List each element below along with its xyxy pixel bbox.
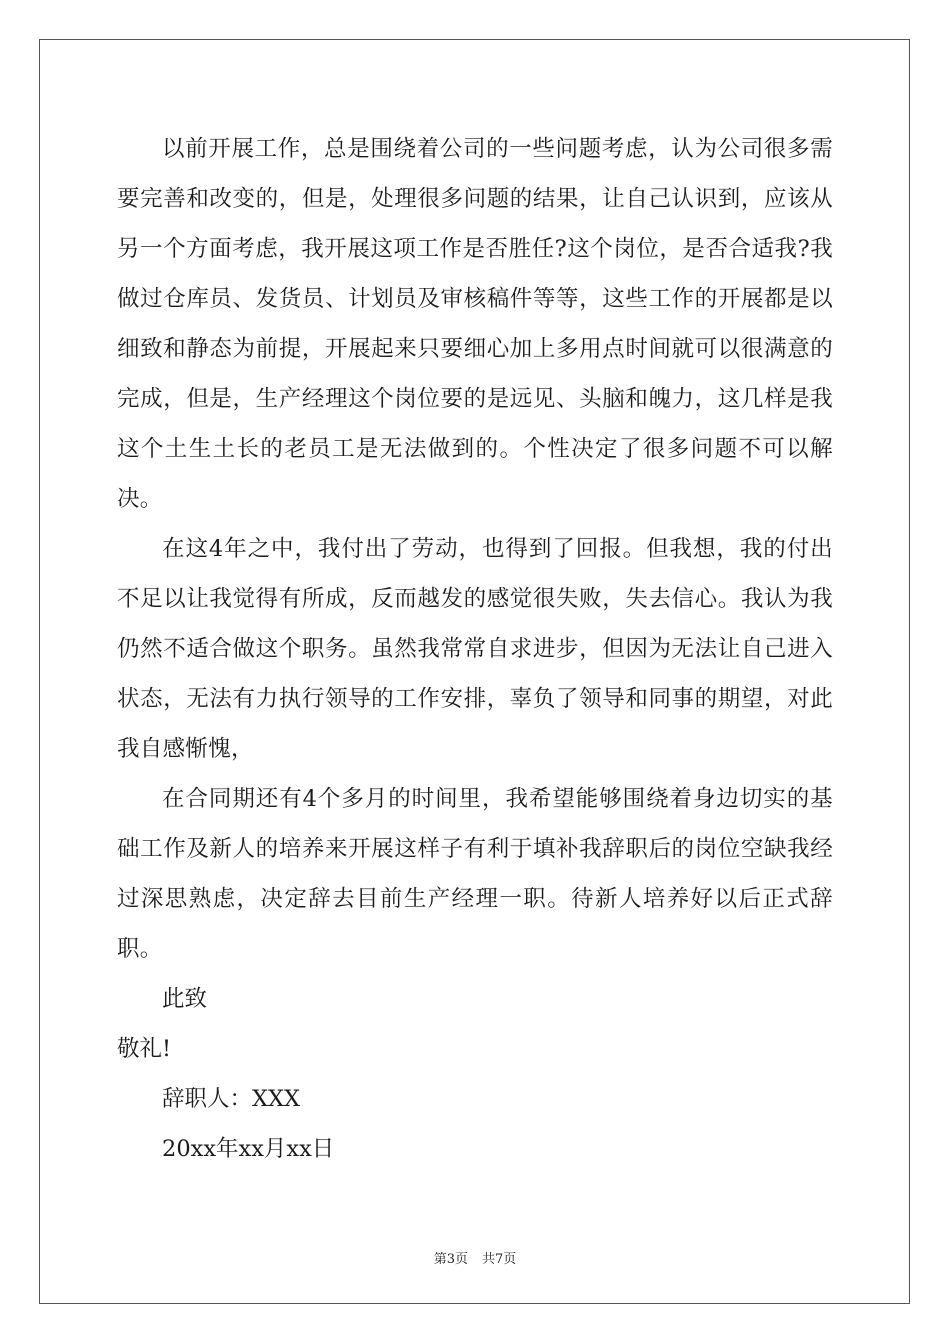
paragraph-1: 以前开展工作，总是围绕着公司的一些问题考虑，认为公司很多需要完善和改变的，但是，处理很多问题的结果，让自己认识到，应该从另一个方面考虑，我开展这项工作是否胜任?这个岗位，是否合适我?我做过仓库员、发货员、计划员及审核稿件等等，这些工作的开展都是以细致和静态为前提，开展起来只要细心加上多用点时间就可以很满意的完成，但是，生产经理这个岗位要的是远见、头脑和魄力，这几样是我这个土生土长的老员工是无法做到的。个性决定了很多问题不可以解决。 (117, 136, 833, 512)
salutation-line: 敬礼! (117, 1036, 172, 1062)
paragraph-2: 在这4年之中，我付出了劳动，也得到了回报。但我想，我的付出不足以让我觉得有所成，反而越发的感觉很失败，失去信心。我认为我仍然不适合做这个职务。虽然我常常自求进步，但因为无法让自己进入状态，无法有力执行领导的工作安排，辜负了领导和同事的期望，对此我自感惭愧， (117, 536, 833, 762)
page-footer (0, 1248, 950, 1267)
page-total: 共7页 (482, 1252, 517, 1267)
closing-line: 此致 (162, 986, 208, 1012)
date-line: 20xx年xx月xx日 (162, 1136, 335, 1162)
letter-body (117, 124, 833, 1174)
page-number: 第3页 (433, 1252, 468, 1267)
paragraph-3: 在合同期还有4个多月的时间里，我希望能够围绕着身边切实的基础工作及新人的培养来开展这样子有利于填补我辞职后的岗位空缺我经过深思熟虑，决定辞去目前生产经理一职。待新人培养好以后正式辞职。 (117, 786, 833, 962)
signature-line: 辞职人：XXX (162, 1086, 301, 1112)
